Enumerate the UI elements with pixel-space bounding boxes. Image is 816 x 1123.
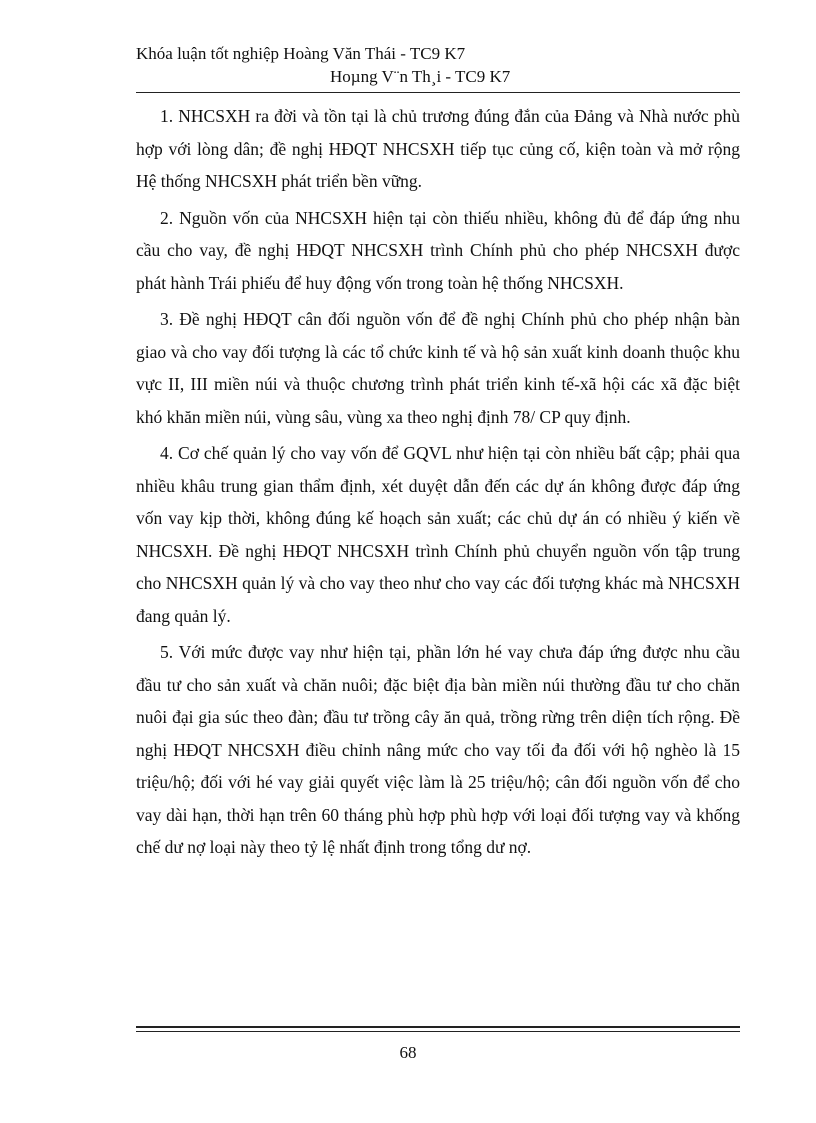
header-divider bbox=[136, 92, 740, 93]
paragraph-1: 1. NHCSXH ra đời và tồn tại là chủ trương đúng đắn của Đảng và Nhà nước phù hợp với lòng dân; đề nghị HĐQT NHCSXH tiếp tục củng cố, kiện toàn và mở rộng Hệ thống NHCSXH phát triển bền vững. bbox=[136, 106, 740, 191]
header-title-encoded: Hoµng V¨n Th¸i - TC9 K7 bbox=[330, 67, 511, 86]
document-body bbox=[136, 100, 740, 868]
header-title: Khóa luận tốt nghiệp Hoàng Văn Thái - TC9 K7 bbox=[136, 44, 466, 63]
footer-divider-thick bbox=[136, 1026, 740, 1028]
paragraph-3: 3. Đề nghị HĐQT cân đối nguồn vốn để đề nghị Chính phủ cho phép nhận bàn giao và cho vay đối tượng là các tổ chức kinh tế và hộ sản xuất kinh doanh thuộc khu vực II, III miền núi và thuộc chương trình phát triển kinh tế-xã hội các xã đặc biệt khó khăn miền núi, vùng sâu, vùng xa theo nghị định 78/ CP quy định. bbox=[136, 309, 740, 427]
paragraph-2: 2. Nguồn vốn của NHCSXH hiện tại còn thiếu nhiều, không đủ để đáp ứng nhu cầu cho vay, đề nghị HĐQT NHCSXH trình Chính phủ cho phép NHCSXH được phát hành Trái phiếu để huy động vốn trong toàn hệ thống NHCSXH. bbox=[136, 207, 740, 293]
paragraph-5: 5. Với mức được vay như hiện tại, phần lớn hé vay chưa đáp ứng được nhu cầu đầu tư cho sản xuất và chăn nuôi; đặc biệt địa bàn miền núi thường đầu tư cho chăn nuôi đại gia súc theo đàn; đầu tư trồng cây ăn quả, trồng rừng trên diện tích rộng. Đề nghị HĐQT NHCSXH điều chỉnh nâng mức cho vay tối đa đối với hộ nghèo là 15 triệu/hộ; đối với hé vay giải quyết việc làm là 25 triệu/hộ; cân đối nguồn vốn để cho vay dài hạn, thời hạn trên 60 tháng phù hợp phù hợp với loại đối tượng vay và khống chế dư nợ loại này theo tỷ lệ nhất định trong tổng dư nợ. bbox=[136, 642, 740, 857]
page-number: 68 bbox=[399, 1043, 417, 1062]
footer-divider-thin bbox=[136, 1031, 740, 1032]
paragraph-4: 4. Cơ chế quản lý cho vay vốn để GQVL như hiện tại còn nhiều bất cập; phải qua nhiều khâu trung gian thẩm định, xét duyệt dẫn đến các dự án không được đáp ứng vốn vay kịp thời, không đúng kế hoạch sản xuất; các chủ dự án có nhiều ý kiến về NHCSXH. Đề nghị HĐQT NHCSXH trình Chính phủ chuyển nguồn vốn tập trung cho NHCSXH quản lý và cho vay theo như cho vay các đối tượng khác mà NHCSXH đang quản lý. bbox=[136, 443, 740, 626]
